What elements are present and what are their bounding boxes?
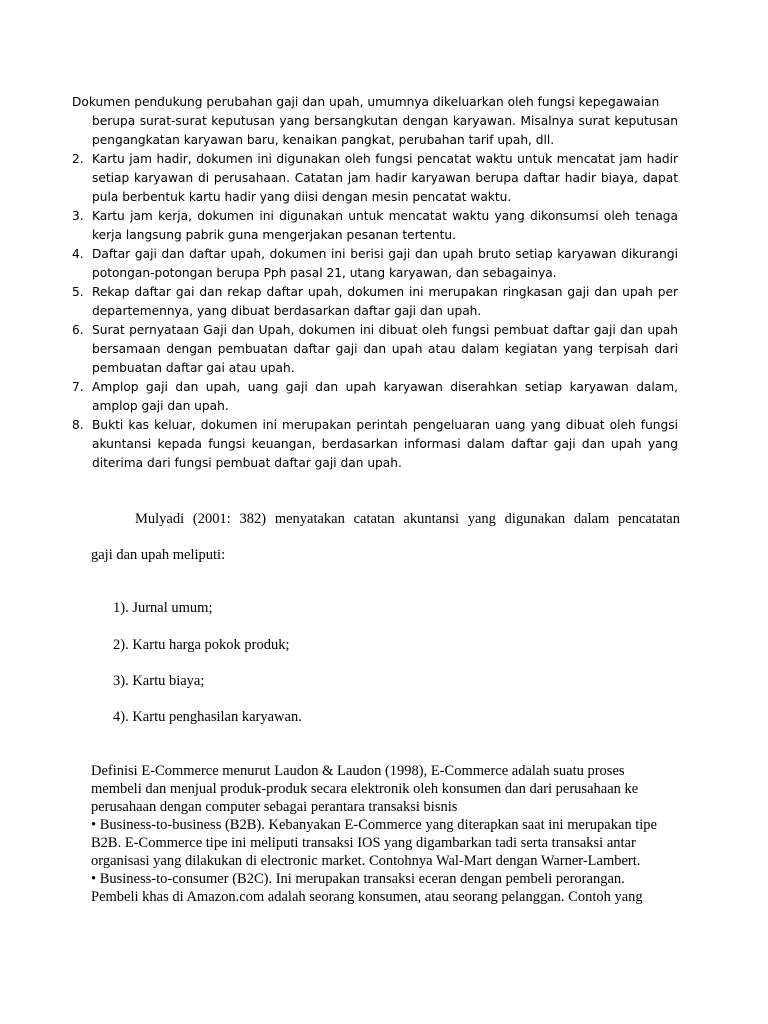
list-number: 3. — [72, 209, 84, 223]
list-item — [72, 207, 678, 245]
list-text: Surat pernyataan Gaji dan Upah, dokumen ini dibuat oleh fungsi pembuat daftar gaji dan upah bersamaan dengan pembuatan daftar gaji dan upah atau dalam kegiatan yang terpisah dari pembuatan daftar gai atau upah. — [92, 323, 678, 375]
ecommerce-b2b: • Business-to-business (B2B). Kebanyakan E-Commerce yang diterapkan saat ini merupakan tipe B2B. E-Commerce tipe ini meliputi transaksi IOS yang digambarkan tadi serta transaksi antar organisasi yang dilakukan di electronic market. Contohnya Wal-Mart dengan Warner-Lambert. — [91, 817, 657, 869]
ecommerce-section — [91, 762, 671, 906]
mulyadi-line-1: Mulyadi (2001: 382) menyatakan catatan akuntansi yang digunakan dalam pencatatan — [135, 511, 680, 527]
list-text: Kartu jam kerja, dokumen ini digunakan untuk mencatat waktu yang dikonsumsi oleh tenaga kerja langsung pabrik guna mengerjakan pesanan tertentu. — [92, 209, 678, 242]
list-item — [72, 378, 678, 416]
ecommerce-definition: Definisi E-Commerce menurut Laudon & Laudon (1998), E-Commerce adalah suatu proses membeli dan menjual produk-produk secara elektronik oleh konsumen dan dari perusahaan ke perusahaan dengan computer sebagai perantara transaksi bisnis — [91, 763, 639, 815]
list-text: Bukti kas keluar, dokumen ini merupakan perintah pengeluaran uang yang dibuat oleh fungsi akuntansi kepada fungsi keuangan, berdasarkan informasi dalam daftar gaji dan upah yang diterima dari fungsi pembuat daftar gaji dan upah. — [92, 418, 678, 470]
accounting-record-item: 4). Kartu penghasilan karyawan. — [113, 709, 302, 725]
list-number: 4. — [72, 247, 84, 261]
list-text: Amplop gaji dan upah, uang gaji dan upah karyawan diserahkan setiap karyawan dalam, amplop gaji dan upah. — [92, 380, 678, 413]
list-number: 5. — [72, 285, 84, 299]
mulyadi-line-2: gaji dan upah meliputi: — [91, 547, 226, 563]
list-item — [72, 283, 678, 321]
list-item — [72, 150, 678, 207]
intro-first-line: Dokumen pendukung perubahan gaji dan upah, umumnya dikeluarkan oleh fungsi kepegawaian — [72, 95, 660, 109]
list-number: 8. — [72, 418, 84, 432]
list-text: Rekap daftar gai dan rekap daftar upah, dokumen ini merupakan ringkasan gaji dan upah per departemennya, yang dibuat berdasarkan daftar gaji dan upah. — [92, 285, 678, 318]
accounting-record-item: 1). Jurnal umum; — [113, 600, 213, 616]
intro-paragraph — [72, 93, 678, 150]
list-text: Kartu jam hadir, dokumen ini digunakan oleh fungsi pencatat waktu untuk mencatat jam hadir setiap karyawan di perusahaan. Catatan jam hadir karyawan berupa daftar hadir biaya, dapat pula berbentuk kartu hadir yang diisi dengan mesin pencatat waktu. — [92, 152, 678, 204]
accounting-record-item: 2). Kartu harga pokok produk; — [113, 637, 290, 653]
ecommerce-b2c: • Business-to-consumer (B2C). Ini merupakan transaksi eceran dengan pembeli perorangan. Pembeli khas di Amazon.com adalah seorang konsumen, atau seorang pelanggan. Contoh yang — [91, 871, 643, 905]
list-item — [72, 245, 678, 283]
list-number: 7. — [72, 380, 84, 394]
intro-continuation: berupa surat-surat keputusan yang bersangkutan dengan karyawan. Misalnya surat keputusan pengangkatan karyawan baru, kenaikan pangkat, perubahan tarif upah, dll. — [92, 113, 678, 147]
list-text: Daftar gaji dan daftar upah, dokumen ini berisi gaji dan upah bruto setiap karyawan dikurangi potongan-potongan berupa Pph pasal 21, utang karyawan, dan sebagainya. — [92, 247, 678, 280]
list-item — [72, 416, 678, 473]
list-item — [72, 321, 678, 378]
list-number: 6. — [72, 323, 84, 337]
accounting-record-item: 3). Kartu biaya; — [113, 673, 205, 689]
list-number: 2. — [72, 152, 84, 166]
